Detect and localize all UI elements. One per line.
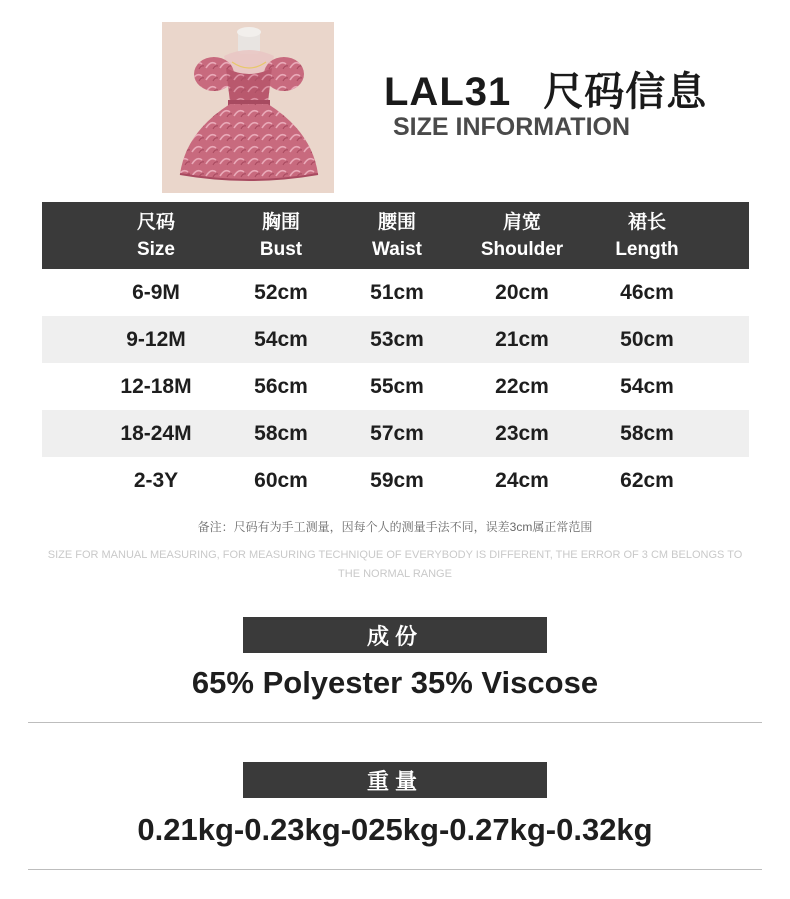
header-label-cn: 裙长 [627,211,666,233]
dress-illustration [162,22,334,193]
header-label-cn: 尺码 [136,211,175,233]
cell-bust: 60cm [254,468,308,492]
cell-length: 54cm [620,374,674,398]
cell-size: 12-18M [120,374,192,398]
divider [28,722,762,723]
cell-length: 50cm [620,327,674,351]
table-row [42,410,749,457]
header-label-cn: 腰围 [377,211,416,233]
cell-shoulder: 22cm [495,374,549,398]
cell-waist: 51cm [370,280,424,304]
cell-size: 9-12M [126,327,186,351]
table-row [42,269,749,316]
cell-bust: 54cm [254,327,308,351]
page-subtitle: SIZE INFORMATION [393,113,631,141]
header-label-en: Size [136,238,176,260]
page-title [384,60,708,114]
cell-size: 18-24M [120,421,192,445]
header-label-cn: 胸围 [261,211,300,233]
cell-shoulder: 20cm [495,280,549,304]
weight-label: 重量 [243,762,547,798]
cell-size: 6-9M [132,280,180,304]
table-row [42,363,749,410]
header-label-en: Length [615,238,679,260]
header-label-en: Waist [372,238,422,260]
table-header [42,202,749,269]
cell-waist: 55cm [370,374,424,398]
size-table [42,202,749,504]
cell-shoulder: 21cm [495,327,549,351]
header-bust [221,202,341,269]
header-label-en: Bust [259,238,303,260]
table-row [42,316,749,363]
cell-waist: 53cm [370,327,424,351]
cell-length: 62cm [620,468,674,492]
header-size [96,202,216,269]
cell-bust: 56cm [254,374,308,398]
cell-waist: 57cm [370,421,424,445]
header-waist [337,202,457,269]
composition-label: 成份 [243,617,547,653]
composition-value: 65% Polyester 35% Viscose [191,665,599,700]
model-code: LAL31 [384,70,512,114]
cell-shoulder: 23cm [495,421,549,445]
header-label-cn: 肩宽 [502,211,541,233]
header-shoulder [462,202,582,269]
cell-length: 46cm [620,280,674,304]
header-length [587,202,707,269]
title-cn: 尺码信息 [543,70,708,114]
cell-shoulder: 24cm [495,468,549,492]
cell-waist: 59cm [370,468,424,492]
table-row [42,457,749,504]
cell-bust: 58cm [254,421,308,445]
product-photo [162,22,334,193]
weight-value: 0.21kg-0.23kg-025kg-0.27kg-0.32kg [137,812,653,847]
cell-length: 58cm [620,421,674,445]
cell-size: 2-3Y [133,468,179,492]
cell-bust: 52cm [254,280,308,304]
divider [28,869,762,870]
measurement-note-cn: 备注：尺码有为手工测量，因每个人的测量手法不同，误差3cm属正常范围 [197,520,593,534]
measurement-note-en: SIZE FOR MANUAL MEASURING, FOR MEASURING TECHNIQUE OF EVERYBODY IS DIFFERENT, THE ERROR OF 3 CM BELONGS TO THE NORMAL RANGE [47,549,743,580]
header-label-en: Shoulder [480,238,564,260]
